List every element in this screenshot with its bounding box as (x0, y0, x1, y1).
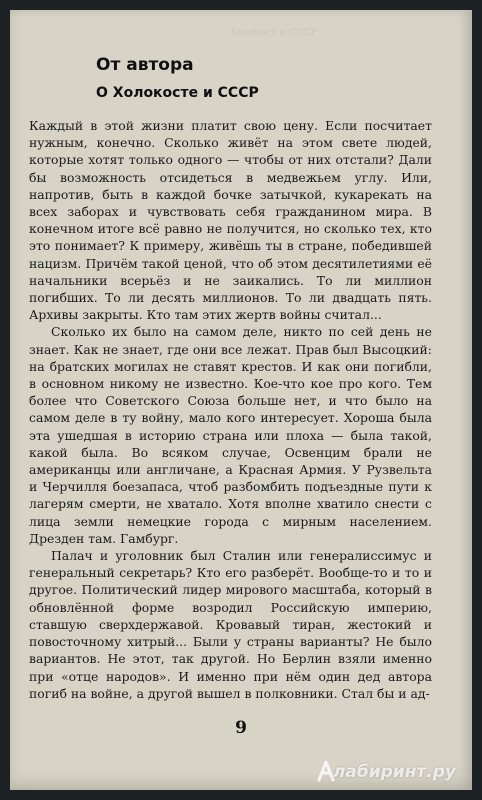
page-number: 9 (235, 718, 247, 738)
paragraph-1: Каждый в этой жизни платит свою цену. Если посчитает нужным, конечно. Сколько живёт на этом свете людей, которые хотят только одного — чтобы от них отстали? Дали бы возможность отсидеться в медвежьем углу. Или, напротив, быть в каждой бочке затычкой, кукарекать на всех заборах и чувствовать себя гражданином мира. В конечном итоге всё равно не получится, но сколько тех, кто это понимает? К примеру, живёшь ты в стране, победившей нацизм. Причём такой ценой, что об этом десятилетиями её начальники всерьёз и не заикались. То ли миллион погибших. То ли десять миллионов. То ли двадцать пять. Архивы закрыты. Кто там этих жертв войны считал... (29, 118, 432, 323)
paragraph-2: Сколько их было на самом деле, никто по сей день не знает. Как не знает, где они все лежат. Прав был Высоцкий: на братских могилах не ставят крестов. И как они погибли, в основном никому не известно. Кое-что кое про кого. Тем более что Советского Союза больше нет, и что было на самом деле в ту войну, мало кого интересует. Хороша была эта ушедшая в историю страна или плоха — была такой, какой была. Во всяком случае, Освенцим брали не американцы или англичане, а Красная Армия. У Рузвельта и Черчилля боезапаса, чтоб разбомбить подъездные пути к лагерям смерти, не хватало. Хотя вполне хватило снести с лица земли немецкие города с мирным населением. Дрезден там. Гамбург. (29, 324, 432, 546)
running-head-bleedthrough: Холокост и СССР (230, 28, 317, 38)
paragraph-3: Палач и уголовник был Сталин или генералиссимус и генеральный секретарь? Кто его разберёт. Вообще-то и то и другое. Политический лидер мирового масштаба, который в обновлённой форме возродил Российскую империю, ставшую сверхдержавой. Кровавый тиран, жестокий и повосточному хитрый... Были у страны варианты? Не было вариантов. Не этот, так другой. Но Берлин взяли именно при «отце народов». И именно при нём один дед автора погиб на войне, а другой вышел в полковники. Стал бы и ад- (29, 548, 432, 701)
watermark: лабиринт.ру (332, 762, 456, 782)
chapter-title: От автора (96, 55, 194, 75)
chapter-heading (96, 55, 259, 101)
body-text (29, 117, 432, 702)
section-title: О Холокосте и СССР (96, 85, 259, 101)
